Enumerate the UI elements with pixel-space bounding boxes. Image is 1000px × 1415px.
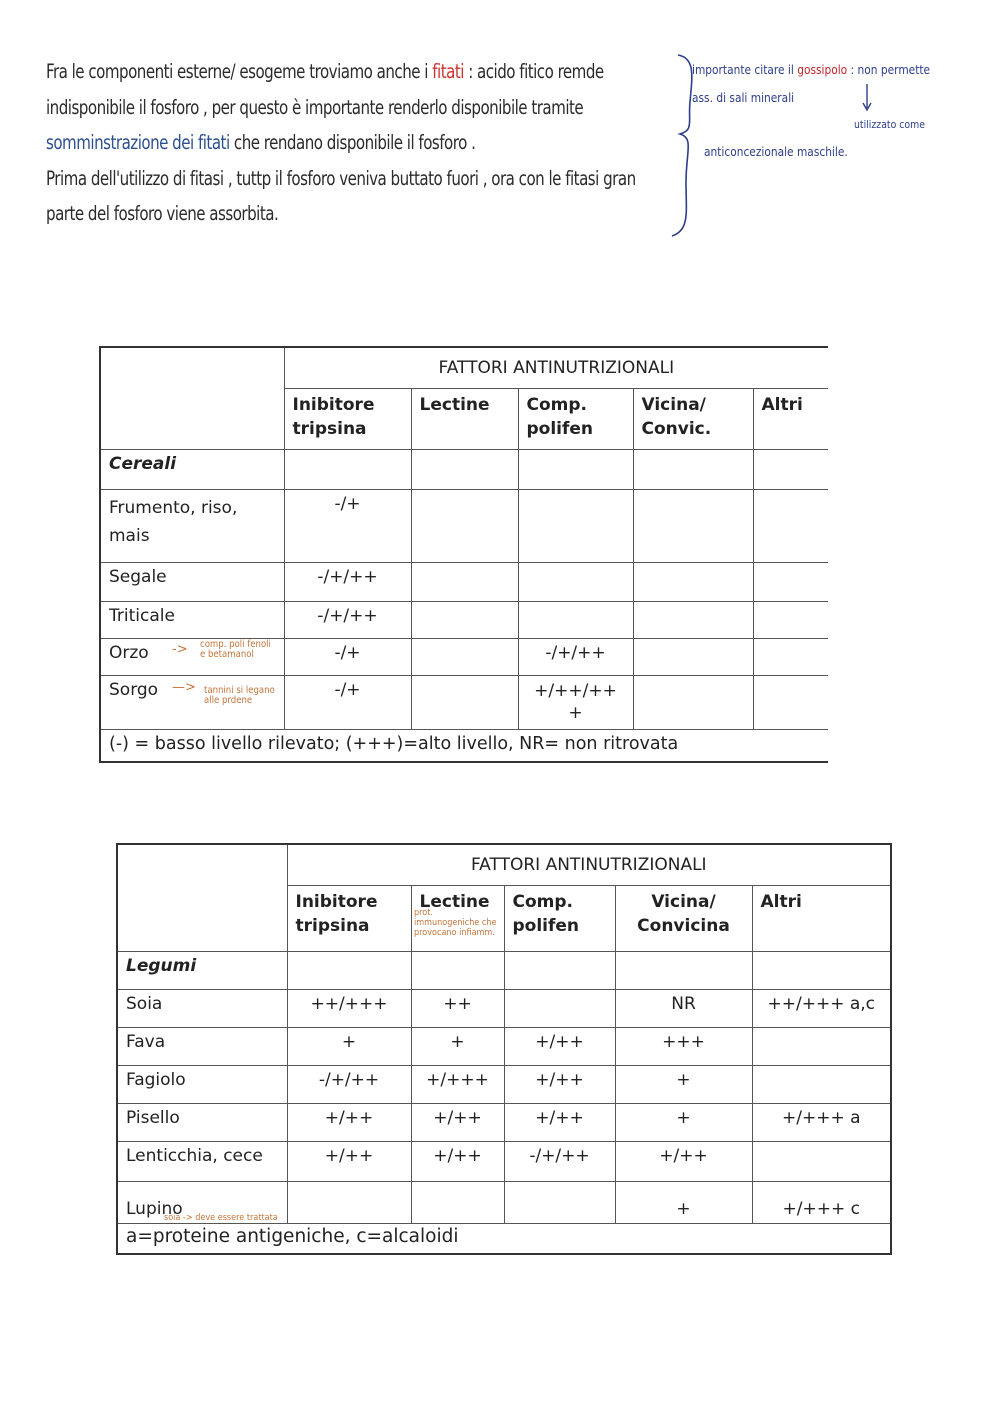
- category-label: Legumi: [117, 952, 287, 990]
- table-row: Segale -/+/++: [100, 563, 828, 602]
- row-label: Frumento, riso, mais: [100, 490, 284, 563]
- group-header: FATTORI ANTINUTRIZIONALI: [284, 347, 828, 389]
- note-line-3: utilizzato come: [854, 118, 926, 131]
- column-header: Comp. polifen: [504, 886, 615, 952]
- column-header: Lectine: [411, 886, 504, 952]
- column-header: Altri: [753, 389, 828, 450]
- row-label: Fava: [117, 1028, 287, 1066]
- table-footnote: a=proteine antigeniche, c=alcaloidi: [117, 1224, 891, 1254]
- table-row: Fagiolo -/+/++ +/+++ +/++ +: [117, 1066, 891, 1104]
- row-label: Sorgo: [100, 676, 284, 730]
- table-row: Sorgo -/+ +/++/++ +: [100, 676, 828, 730]
- annotation-lectine: prot. immunogeniche che provocano infiamm.: [414, 908, 497, 938]
- column-header: Inibitore tripsina: [287, 886, 411, 952]
- group-header: FATTORI ANTINUTRIZIONALI: [287, 844, 891, 886]
- table-row: Fava + + +/++ +++: [117, 1028, 891, 1066]
- column-header: Altri: [752, 886, 891, 952]
- side-notes: [668, 52, 998, 242]
- row-label: Lupino: [117, 1182, 287, 1224]
- table-row: Orzo -/+ -/+/++: [100, 639, 828, 676]
- intro-text: [46, 54, 639, 232]
- column-header: Comp. polifen: [518, 389, 633, 450]
- arrow-icon: ->: [172, 642, 188, 657]
- table-row: Triticale -/+/++: [100, 602, 828, 639]
- column-header: Inibitore tripsina: [284, 389, 411, 450]
- table-footnote: (-) = basso livello rilevato; (+++)=alto livello, NR= non ritrovata: [100, 730, 828, 762]
- table-legumi: [116, 843, 892, 1255]
- row-label: Triticale: [100, 602, 284, 639]
- intro-paragraph-1: Fra le componenti esterne/ esogeme troviamo anche i fitati : acido fitico remde indisponibile il fosforo , per questo è importante renderlo disponibile tramite somminstrazione dei fitati che rendano disponibile il fosforo .: [46, 60, 604, 154]
- arrow-icon: —>: [172, 680, 196, 695]
- table-row: Lupino + +/+++ c: [117, 1182, 891, 1224]
- table-corner-cell: [100, 347, 284, 450]
- annotation-orzo: comp. poli fenoli e betamanol: [200, 639, 271, 660]
- fitati-highlight: fitati: [432, 60, 464, 83]
- row-label: Lenticchia, cece: [117, 1142, 287, 1182]
- row-label: Soia: [117, 990, 287, 1028]
- column-header: Lectine: [411, 389, 518, 450]
- table-row: Frumento, riso, mais -/+: [100, 490, 828, 563]
- column-header: Vicina/ Convicina: [615, 886, 752, 952]
- column-header: Vicina/ Convic.: [633, 389, 753, 450]
- annotation-sorgo: tannini si legano alle prdene: [204, 685, 275, 706]
- table-row: Lenticchia, cece +/++ +/++ -/+/++ +/++: [117, 1142, 891, 1182]
- intro-paragraph-2: Prima dell'utilizzo di fitasi , tuttp il fosforo veniva buttato fuori , ora con le fitasi gran parte del fosforo viene assorbita.: [46, 166, 636, 225]
- row-label: Fagiolo: [117, 1066, 287, 1104]
- row-label: Orzo: [100, 639, 284, 676]
- row-label: Segale: [100, 563, 284, 602]
- table-row: Soia ++/+++ ++ NR ++/+++ a,c: [117, 990, 891, 1028]
- note-line-2: ass. di sali minerali: [692, 90, 795, 105]
- table-row: Pisello +/++ +/++ +/++ + +/+++ a: [117, 1104, 891, 1142]
- note-line-1: importante citare il gossipolo : non permette: [692, 62, 931, 77]
- fitati-link-text: somminstrazione dei fitati: [46, 131, 230, 154]
- category-label: Cereali: [100, 450, 284, 490]
- note-line-4: anticoncezionale maschile.: [704, 144, 848, 159]
- row-label: Pisello: [117, 1104, 287, 1142]
- table-corner-cell: [117, 844, 287, 952]
- annotation-soia: soia -> deve essere trattata: [164, 1213, 278, 1223]
